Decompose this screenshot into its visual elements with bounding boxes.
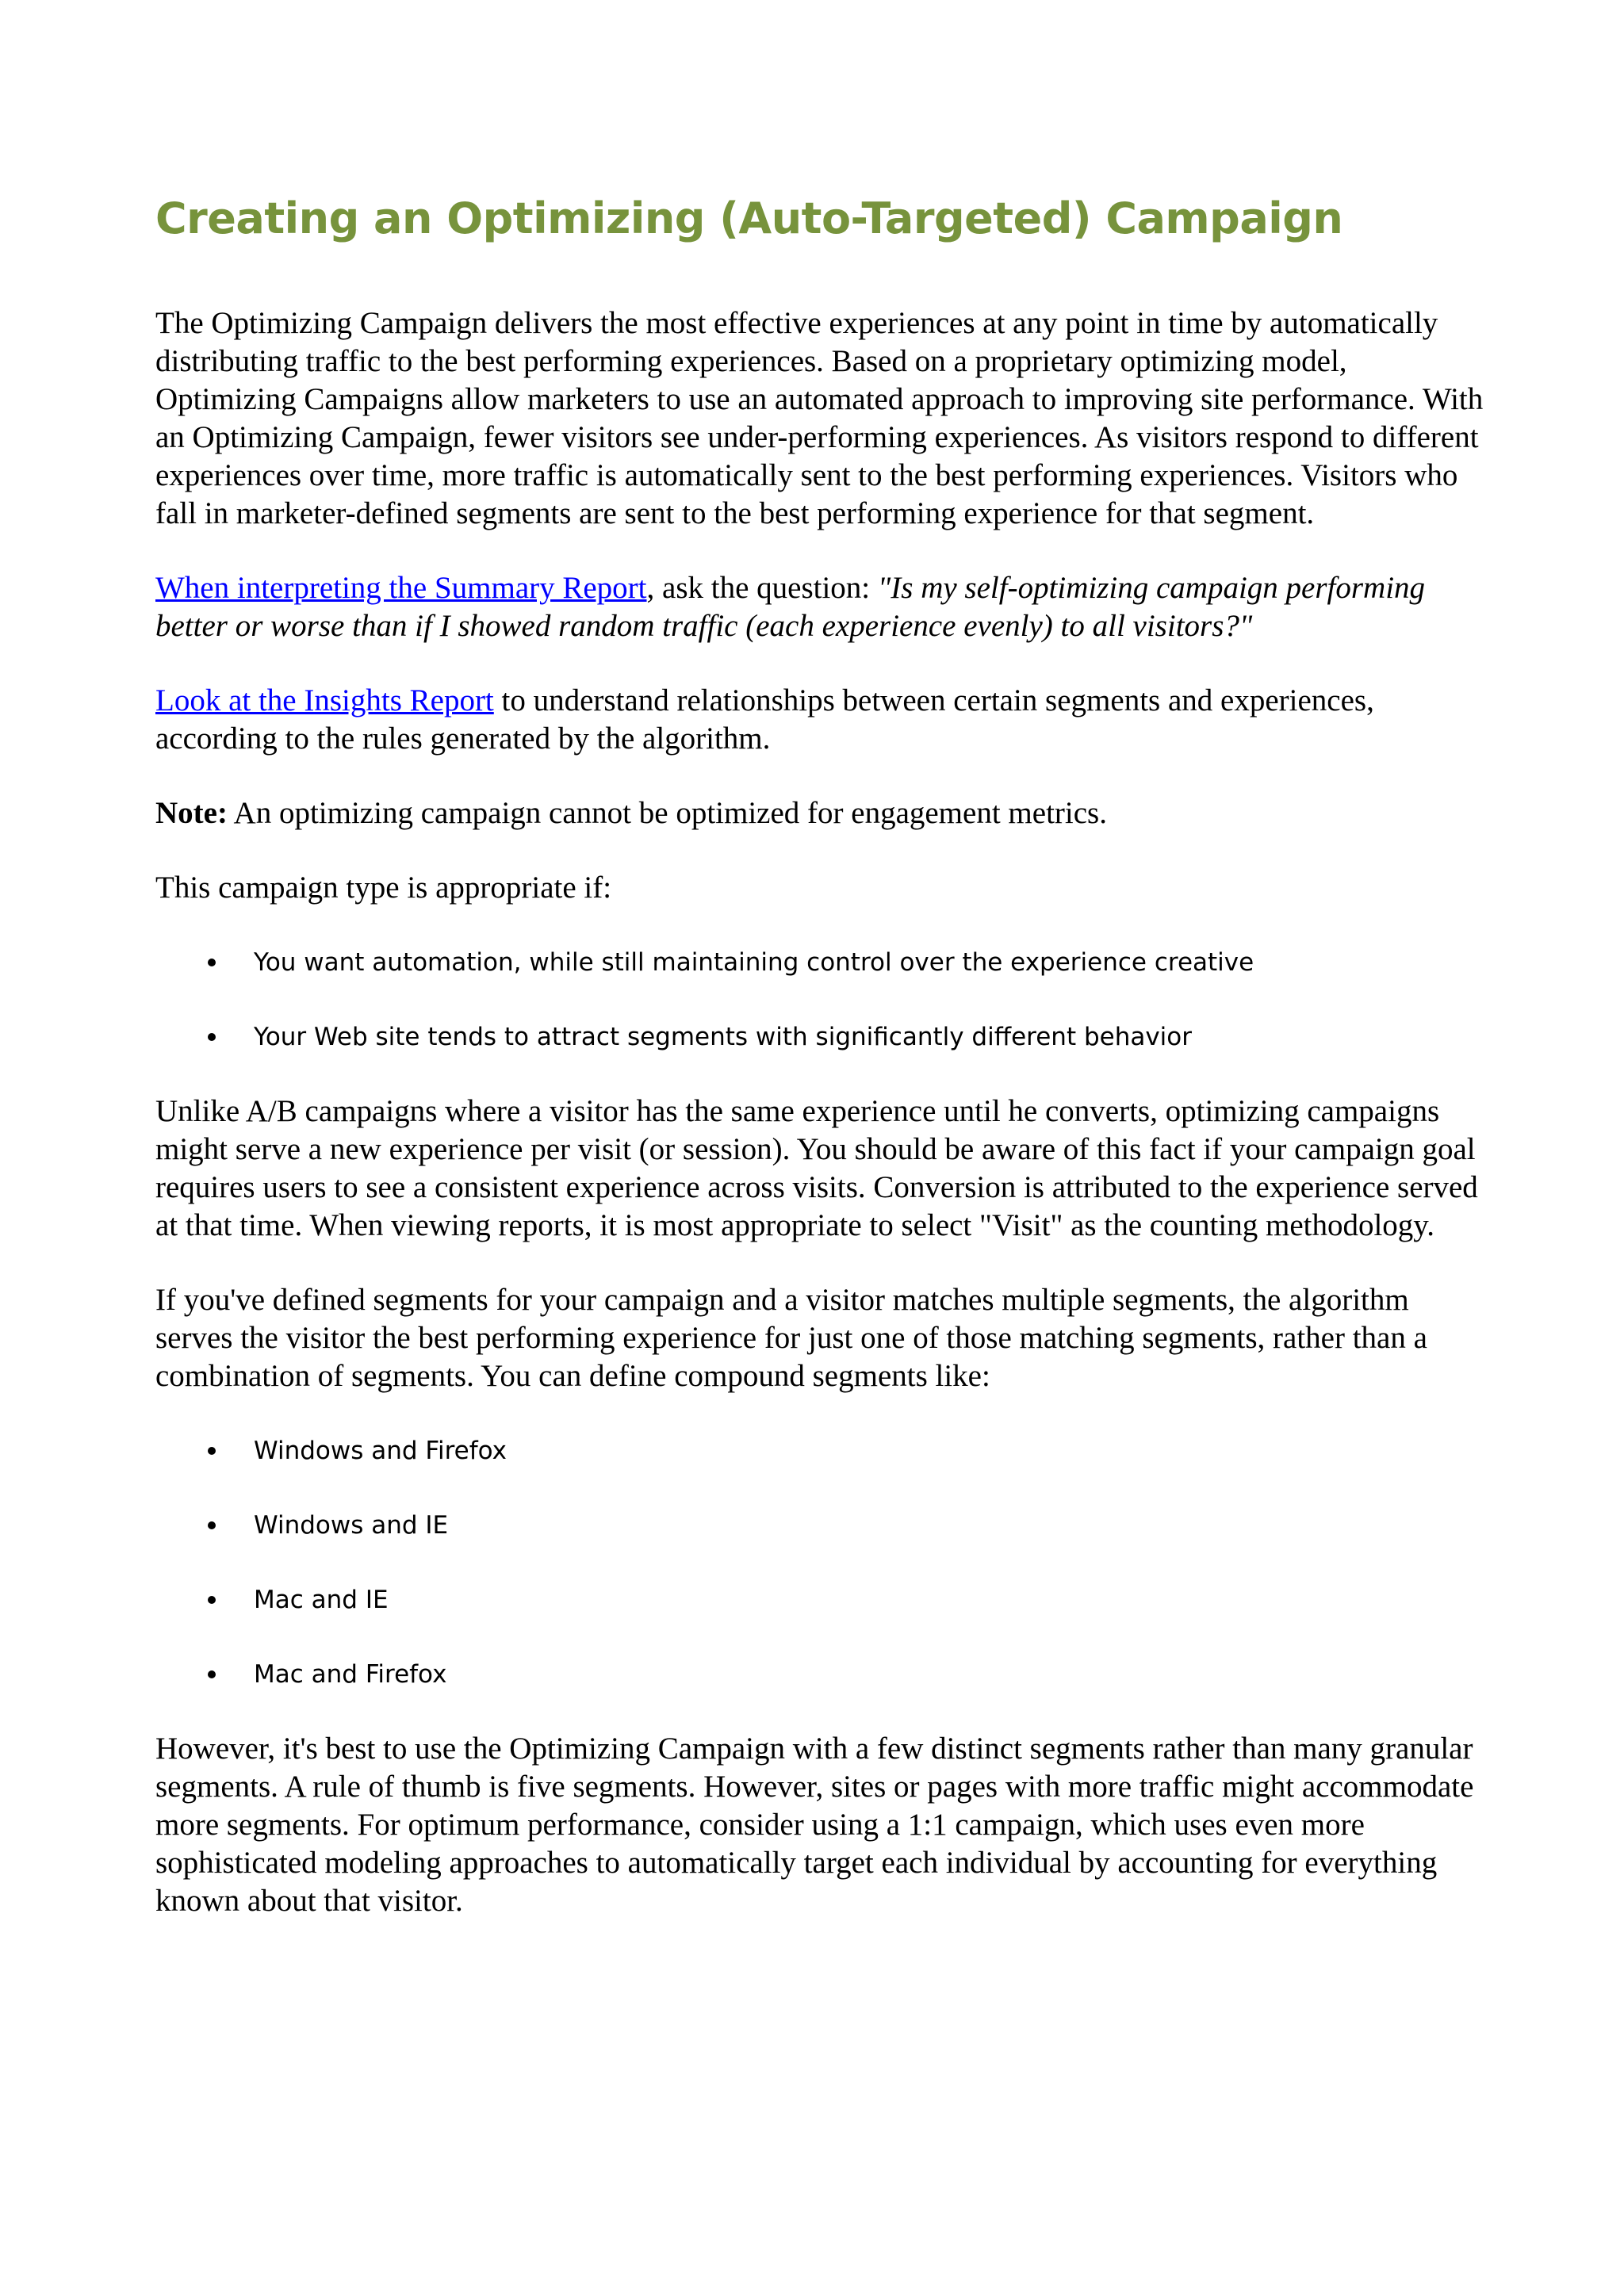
segments-paragraph: If you've defined segments for your campaign and a visitor matches multiple segments, the algorithm serves the visitor the best performing experience for just one of those matching segments, rather than a combination of segments. You can define compound segments like: — [155, 1283, 1427, 1393]
bullet-icon — [208, 1033, 216, 1041]
insights-report-link[interactable]: Look at the Insights Report — [155, 683, 494, 718]
list-item-text: Windows and IE — [254, 1511, 449, 1540]
ab-campaign-paragraph: Unlike A/B campaigns where a visitor has the same experience until he converts, optimizing campaigns might serve a new experience per visit (or session). You should be aware of this fact if your campaign goal requires users to see a consistent experience across visits. Conversion is attributed to the experience served at that time. When viewing reports, it is most appropriate to select "Visit" as the counting methodology. — [155, 1094, 1478, 1242]
list-item — [155, 1506, 1488, 1544]
list-item — [155, 1432, 1488, 1470]
bullet-icon — [208, 1447, 216, 1455]
document-body — [155, 189, 1488, 1957]
list-item-text: Mac and Firefox — [254, 1660, 447, 1689]
insights-paragraph — [155, 682, 1488, 758]
summary-report-link[interactable]: When interpreting the Summary Report — [155, 571, 647, 605]
page-title: Creating an Optimizing (Auto-Targeted) Campaign — [155, 193, 1343, 243]
summary-middle-text: , ask the question: — [646, 571, 878, 605]
bullet-icon — [208, 1596, 216, 1604]
appropriate-list — [155, 943, 1488, 1056]
list-item — [155, 1018, 1488, 1056]
note-paragraph — [155, 794, 1488, 832]
list-item-text: Mac and IE — [254, 1586, 389, 1614]
intro-paragraph: The Optimizing Campaign delivers the most effective experiences at any point in time by automatically distributing traffic to the best performing experiences. Based on a proprietary optimizing model, Optimizing Campaigns allow marketers to use an automated approach to improving site performance. With an Optimizing Campaign, fewer visitors see under-performing experiences. As visitors respond to different experiences over time, more traffic is automatically sent to the best performing experiences. Visitors who fall in marketer-defined segments are sent to the best performing experience for that segment. — [155, 306, 1484, 530]
segments-list — [155, 1432, 1488, 1693]
list-item — [155, 1581, 1488, 1619]
appropriate-intro: This campaign type is appropriate if: — [155, 871, 612, 905]
list-item — [155, 943, 1488, 982]
note-text: An optimizing campaign cannot be optimized for engagement metrics. — [227, 796, 1107, 830]
list-item — [155, 1655, 1488, 1693]
bullet-icon — [208, 1670, 216, 1678]
insights-rest-text: to understand relationships between certain segments and experiences, according to the rules generated by the algorithm. — [155, 683, 1374, 756]
list-item-text: Your Web site tends to attract segments with significantly different behavior — [254, 1023, 1193, 1051]
list-item-text: You want automation, while still maintaining control over the experience creative — [254, 948, 1254, 977]
bullet-icon — [208, 959, 216, 966]
summary-quote: "Is my self-optimizing campaign performing better or worse than if I showed random traffic (each experience evenly) to all visitors?" — [155, 571, 1426, 643]
closing-paragraph: However, it's best to use the Optimizing Campaign with a few distinct segments rather than many granular segments. A rule of thumb is five segments. However, sites or pages with more traffic might accommodate more segments. For optimum performance, consider using a 1:1 campaign, which uses even more sophisticated modeling approaches to automatically target each individual by accounting for everything known about that visitor. — [155, 1732, 1474, 1918]
note-label: Note: — [155, 796, 228, 830]
list-item-text: Windows and Firefox — [254, 1437, 508, 1465]
bullet-icon — [208, 1521, 216, 1529]
summary-paragraph — [155, 569, 1488, 645]
